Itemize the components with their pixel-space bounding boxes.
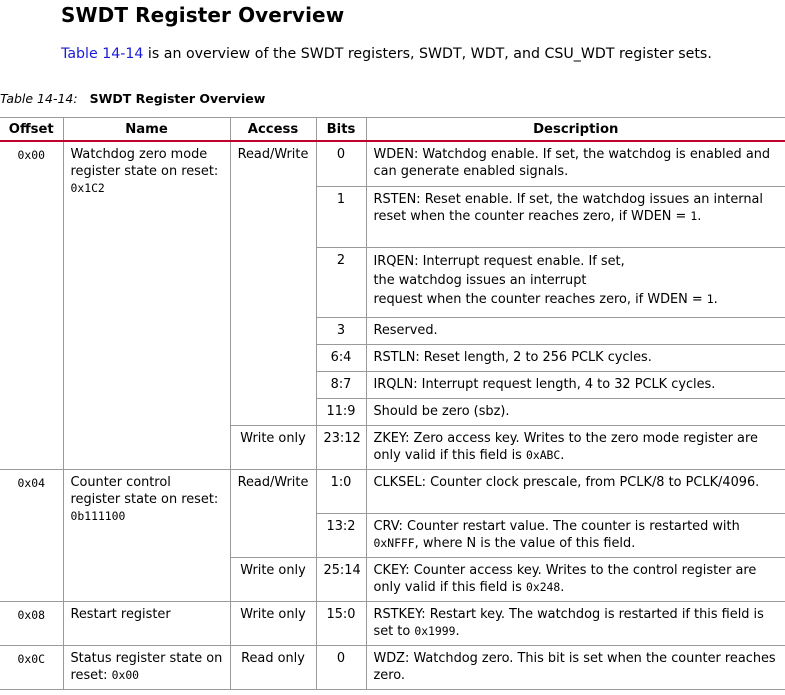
header-name: Name [63, 118, 230, 142]
field-bits: 0 [316, 141, 366, 186]
register-name-text: Watchdog zero mode register state on [70, 147, 208, 179]
register-name: Restart register [63, 601, 230, 645]
field-description-line [374, 290, 779, 309]
field-description [366, 601, 785, 645]
intro-paragraph [61, 46, 712, 62]
field-code: 0xABC [525, 447, 561, 462]
field-bits: 13:2 [316, 513, 366, 557]
field-bits: 0 [316, 645, 366, 689]
field-bits: 25:14 [316, 557, 366, 601]
register-access: Write only [230, 601, 316, 645]
field-description: IRQLN: Interrupt request length, 4 to 32 PCLK cycles. [366, 371, 785, 398]
field-code: 1 [706, 291, 714, 306]
field-description-tail: . [455, 623, 460, 639]
reset-label: reset: [181, 491, 219, 507]
field-bits: 1 [316, 186, 366, 247]
register-name [63, 141, 230, 469]
register-access: Write only [230, 557, 316, 601]
register-access: Read/Write [230, 141, 316, 425]
field-description-text: CRV: Counter restart value. The counter is restarted with [373, 518, 740, 534]
table-header-row [0, 118, 785, 142]
table-caption-title: SWDT Register Overview [89, 91, 266, 106]
field-description-text: CKEY: Counter access key. Writes to the control register are only valid if this field is [373, 562, 757, 595]
field-description: Reserved. [366, 317, 785, 344]
field-description: WDZ: Watchdog zero. This bit is set when the counter reaches zero. [366, 645, 785, 689]
field-description-tail: . [560, 579, 565, 595]
header-bits: Bits [316, 118, 366, 142]
field-code: 0xNFFF [373, 535, 415, 550]
register-name-text: Status register state on reset: [70, 650, 223, 683]
field-bits: 2 [316, 247, 366, 317]
field-bits: 23:12 [316, 425, 366, 469]
table-caption-number: Table 14-14: [0, 91, 78, 106]
register-name [63, 469, 230, 601]
reset-label: reset: [181, 164, 219, 179]
register-name-text: Counter control register state on [70, 474, 178, 507]
register-access: Write only [230, 425, 316, 469]
section-heading: SWDT Register Overview [61, 3, 345, 27]
field-description-tail: . [560, 447, 565, 463]
field-code: 1 [690, 208, 698, 223]
header-access: Access [230, 118, 316, 142]
field-bits: 1:0 [316, 469, 366, 513]
register-name [63, 645, 230, 689]
register-offset: 0x0C [0, 645, 63, 689]
register-table [0, 117, 785, 690]
field-description-tail: , where N is the value of this field. [414, 535, 636, 551]
table-row [0, 141, 785, 186]
table-xref-link[interactable]: Table 14-14 [61, 46, 144, 62]
field-description-text: request when the counter reaches zero, if WDEN = [373, 291, 707, 307]
field-description-text: RSTEN: Reset enable. If set, the watchdog issues an internal reset when the counter reaches zero, if WDEN = [373, 191, 763, 224]
register-offset: 0x08 [0, 601, 63, 645]
field-description-line: the watchdog issues an interrupt [373, 272, 587, 288]
field-description: Should be zero (sbz). [366, 398, 785, 425]
field-description-line: IRQEN: Interrupt request enable. If set, [373, 253, 625, 269]
field-code: 0x248 [525, 579, 561, 594]
field-description-text: ZKEY: Zero access key. Writes to the zero mode register are only valid if this field is [373, 430, 758, 463]
register-access: Read/Write [230, 469, 316, 557]
field-bits: 8:7 [316, 371, 366, 398]
field-description [366, 557, 785, 601]
field-description-tail: . [713, 291, 718, 307]
register-access: Read only [230, 645, 316, 689]
field-description: CLKSEL: Counter clock prescale, from PCLK/8 to PCLK/4096. [366, 469, 785, 513]
register-offset: 0x04 [0, 469, 63, 601]
field-bits: 6:4 [316, 344, 366, 371]
header-description: Description [366, 118, 785, 142]
field-description [366, 247, 785, 317]
table-caption [0, 91, 265, 106]
reset-value: 0x00 [111, 667, 140, 682]
field-bits: 3 [316, 317, 366, 344]
table-row [0, 469, 785, 513]
field-description [366, 513, 785, 557]
table-row [0, 601, 785, 645]
field-bits: 15:0 [316, 601, 366, 645]
field-description-text: RSTKEY: Restart key. The watchdog is restarted if this field is set to [373, 606, 764, 639]
register-offset: 0x00 [0, 141, 63, 469]
header-offset: Offset [0, 118, 63, 142]
reset-value: 0x1C2 [70, 181, 105, 195]
field-code: 0x1999 [414, 623, 456, 638]
field-bits: 11:9 [316, 398, 366, 425]
field-description [366, 186, 785, 247]
intro-text: is an overview of the SWDT registers, SWDT, WDT, and CSU_WDT register sets. [143, 46, 712, 62]
reset-value: 0b111100 [70, 508, 126, 523]
field-description-tail: . [697, 208, 702, 224]
field-description: WDEN: Watchdog enable. If set, the watchdog is enabled and can generate enabled signals. [366, 141, 785, 186]
field-description: RSTLN: Reset length, 2 to 256 PCLK cycles. [366, 344, 785, 371]
table-row [0, 645, 785, 689]
field-description [366, 425, 785, 469]
